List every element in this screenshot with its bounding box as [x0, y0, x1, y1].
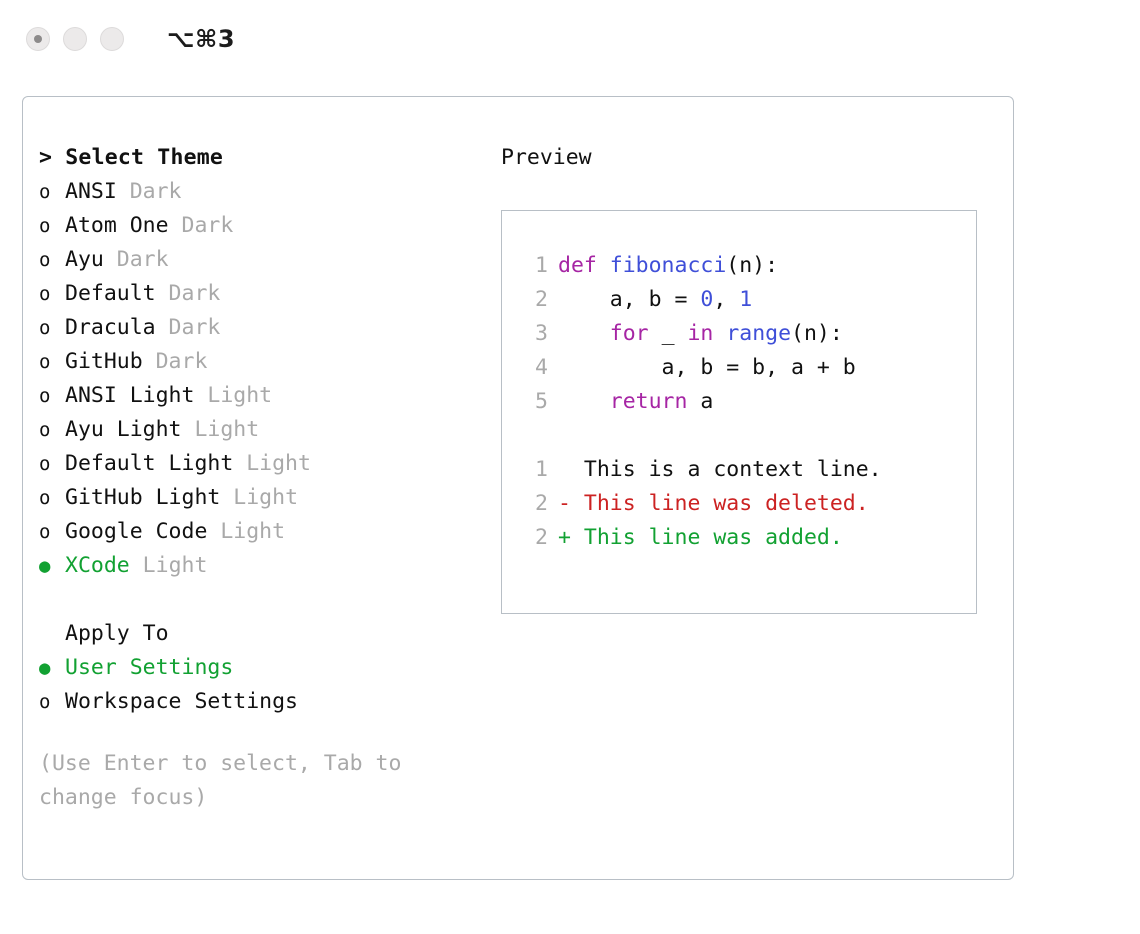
- theme-name: Google Code: [65, 519, 208, 544]
- code-token: fibonacci: [609, 253, 727, 278]
- window-dot-icon[interactable]: [100, 27, 124, 51]
- theme-variant: Dark: [155, 315, 221, 340]
- theme-list[interactable]: [39, 175, 485, 583]
- theme-variant: Light: [129, 553, 208, 578]
- code-token: return: [609, 389, 688, 414]
- diff-marker: +: [558, 525, 584, 550]
- code-token: def: [558, 253, 610, 278]
- apply-to-label: Workspace Settings: [65, 689, 298, 714]
- keyboard-shortcut-label: ⌥⌘3: [167, 25, 236, 53]
- radio-icon: o: [39, 181, 51, 203]
- code-token: [713, 321, 726, 346]
- code-token: 1: [739, 287, 753, 312]
- radio-icon: o: [39, 385, 51, 407]
- radio-icon: o: [39, 691, 51, 713]
- radio-icon: o: [39, 283, 51, 305]
- preview-box: [501, 210, 977, 614]
- apply-to-item[interactable]: [39, 651, 485, 685]
- radio-icon: o: [39, 249, 51, 271]
- radio-icon: o: [39, 487, 51, 509]
- theme-name: ANSI: [65, 179, 117, 204]
- line-number: 5: [535, 389, 548, 414]
- apply-to-item[interactable]: [39, 685, 485, 719]
- radio-icon: o: [39, 521, 51, 543]
- code-token: a, b =: [558, 287, 701, 312]
- code-line: [522, 317, 976, 351]
- theme-variant: Dark: [168, 213, 234, 238]
- radio-icon: o: [39, 317, 51, 339]
- theme-variant: Dark: [103, 247, 169, 272]
- code-token: a: [687, 389, 714, 414]
- line-number: 2: [535, 491, 548, 516]
- diff-text: This line was deleted.: [583, 491, 869, 516]
- line-number: 2: [535, 525, 548, 550]
- theme-list-item[interactable]: [39, 311, 485, 345]
- theme-variant: Light: [194, 383, 273, 408]
- keyboard-hint: (Use Enter to select, Tab to change focus): [39, 751, 415, 810]
- code-token: in: [687, 321, 714, 346]
- diff-marker: [558, 457, 584, 482]
- window-dot-active-icon[interactable]: [26, 27, 50, 51]
- code-token: a, b = b, a + b: [558, 355, 856, 380]
- radio-selected-icon: ●: [39, 555, 51, 577]
- code-token: [558, 389, 610, 414]
- theme-variant: Dark: [155, 281, 221, 306]
- theme-list-item[interactable]: [39, 209, 485, 243]
- line-number: 4: [535, 355, 548, 380]
- select-theme-heading: > Select Theme: [39, 145, 224, 170]
- radio-icon: o: [39, 419, 51, 441]
- radio-selected-icon: ●: [39, 657, 51, 679]
- theme-variant: Light: [233, 451, 311, 476]
- theme-list-item[interactable]: [39, 481, 485, 515]
- theme-name: GitHub: [65, 349, 143, 374]
- diff-line: [522, 487, 976, 521]
- theme-name: Default Light: [65, 451, 234, 476]
- line-number: 3: [535, 321, 548, 346]
- code-token: for: [609, 321, 649, 346]
- theme-variant: Light: [207, 519, 286, 544]
- theme-name: Dracula: [65, 315, 156, 340]
- theme-settings-panel: [22, 96, 1014, 880]
- theme-variant: Dark: [116, 179, 182, 204]
- theme-list-item[interactable]: [39, 447, 485, 481]
- preview-title: Preview: [501, 145, 592, 170]
- title-bar: [0, 0, 1140, 78]
- theme-name: Atom One: [65, 213, 169, 238]
- list-spacer: [39, 583, 485, 617]
- theme-list-item[interactable]: [39, 515, 485, 549]
- diff-text: This is a context line.: [583, 457, 882, 482]
- diff-marker: -: [558, 491, 584, 516]
- theme-name: Ayu Light: [65, 417, 182, 442]
- window-dot-icon[interactable]: [63, 27, 87, 51]
- code-line: [522, 249, 976, 283]
- code-token: (n):: [726, 253, 779, 278]
- theme-list-item[interactable]: [39, 413, 485, 447]
- code-token: 0: [700, 287, 714, 312]
- preview-code-sample: [522, 249, 976, 419]
- code-token: [558, 321, 610, 346]
- diff-text: This line was added.: [583, 525, 843, 550]
- theme-name: Ayu: [65, 247, 104, 272]
- theme-list-item[interactable]: [39, 379, 485, 413]
- preview-diff-sample: [522, 453, 976, 555]
- theme-selection-column: [23, 141, 485, 815]
- radio-icon: o: [39, 215, 51, 237]
- apply-to-label: User Settings: [65, 655, 234, 680]
- code-line: [522, 385, 976, 419]
- theme-list-item[interactable]: [39, 345, 485, 379]
- preview-column: [485, 141, 1013, 815]
- theme-list-item[interactable]: [39, 175, 485, 209]
- line-number: 2: [535, 287, 548, 312]
- theme-list-item[interactable]: [39, 277, 485, 311]
- theme-list-item[interactable]: [39, 549, 485, 583]
- line-number: 1: [535, 253, 548, 278]
- line-number: 1: [535, 457, 548, 482]
- radio-icon: o: [39, 351, 51, 373]
- code-token: _: [648, 321, 688, 346]
- radio-icon: o: [39, 453, 51, 475]
- theme-list-item[interactable]: [39, 243, 485, 277]
- code-line: [522, 351, 976, 385]
- theme-variant: Light: [220, 485, 299, 510]
- code-token: ,: [713, 287, 740, 312]
- theme-name: ANSI Light: [65, 383, 195, 408]
- theme-variant: Dark: [142, 349, 208, 374]
- theme-name: Default: [65, 281, 156, 306]
- apply-to-list[interactable]: [39, 651, 485, 719]
- code-line: [522, 283, 976, 317]
- theme-variant: Light: [181, 417, 260, 442]
- preview-gap: [522, 419, 976, 453]
- diff-line: [522, 453, 976, 487]
- code-token: range: [726, 321, 792, 346]
- code-token: (n):: [791, 321, 843, 346]
- theme-name: GitHub Light: [65, 485, 221, 510]
- diff-line: [522, 521, 976, 555]
- apply-to-heading: Apply To: [65, 621, 169, 646]
- theme-name: XCode: [65, 553, 130, 578]
